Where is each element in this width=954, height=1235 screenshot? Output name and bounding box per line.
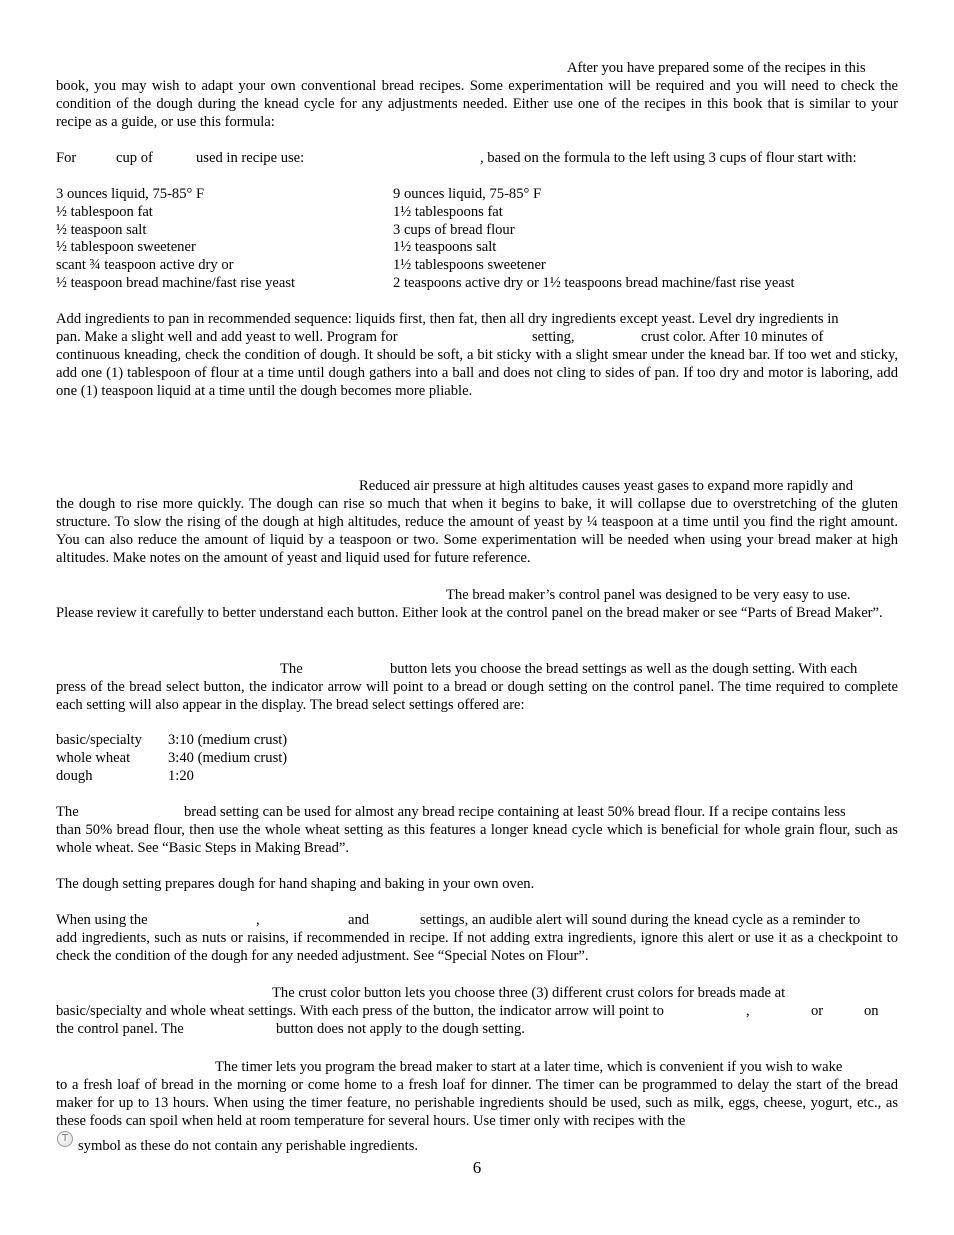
setting-name: whole wheat xyxy=(56,750,131,766)
bread-select-the: The xyxy=(280,661,303,677)
formula-left-item: ½ tablespoon sweetener xyxy=(56,239,196,255)
formula-used-in-recipe: used in recipe use: xyxy=(196,150,305,166)
alert-comma: , xyxy=(256,912,260,928)
control-panel-paragraph: Please review it carefully to better understand each button. Either look at the control panel on the bread maker or see “Parts of Bread Maker”. xyxy=(56,605,883,621)
basic-setting-the: The xyxy=(56,804,79,820)
control-panel-first-line: The bread maker’s control panel was designed to be very easy to use. xyxy=(446,587,851,603)
formula-right-item: 1½ tablespoons sweetener xyxy=(393,257,546,273)
crust-line3-a: the control panel. The xyxy=(56,1021,184,1037)
alert-paragraph: add ingredients, such as nuts or raisins, if recommended in recipe. If not adding extra ingredients, ignore this alert or use it as a checkpoint to check the condition of the dough for any needed adjustment. See “Special Notes on Flour”. xyxy=(56,930,898,964)
setting-time: 3:10 (medium crust) xyxy=(168,732,288,748)
crust-first-line: The crust color button lets you choose three (3) different crust colors for breads made at xyxy=(272,985,786,1001)
add-ingredients-line2-c: crust color. After 10 minutes of xyxy=(641,329,824,345)
crust-line3-b: button does not apply to the dough setting. xyxy=(276,1021,525,1037)
formula-for: For xyxy=(56,150,77,166)
formula-right-item: 1½ tablespoons fat xyxy=(393,204,503,220)
crust-or: or xyxy=(811,1003,824,1019)
formula-right-item: 3 cups of bread flour xyxy=(393,222,515,238)
formula-right-item: 9 ounces liquid, 75-85° F xyxy=(393,186,542,202)
timer-paragraph: to a fresh loaf of bread in the morning or come home to a fresh loaf for dinner. The timer can be programmed to delay the start of the bread maker for up to 13 hours. When using the timer feature, no perishable ingredients should be used, such as milk, eggs, cheese, yogurt, etc., as these foods can spoil when held at room temperature for several hours. Use timer only with recipes with the xyxy=(56,1077,898,1129)
formula-left-item: ½ teaspoon bread machine/fast rise yeast xyxy=(56,275,296,291)
crust-comma: , xyxy=(746,1003,750,1019)
setting-name: dough xyxy=(56,768,93,784)
formula-right-item: 2 teaspoons active dry or 1½ teaspoons bread machine/fast rise yeast xyxy=(393,275,795,291)
setting-name: basic/specialty xyxy=(56,732,142,748)
setting-time: 1:20 xyxy=(168,768,194,784)
add-ingredients-line1: Add ingredients to pan in recommended sequence: liquids first, then fat, then all dry ingredients except yeast. Level dry ingredients in xyxy=(56,311,839,327)
add-ingredients-line2-b: setting, xyxy=(532,329,575,345)
timer-first-line: The timer lets you program the bread maker to start at a later time, which is convenient if you wish to wake xyxy=(215,1059,843,1075)
formula-left-item: 3 ounces liquid, 75-85° F xyxy=(56,186,205,202)
adapt-paragraph: book, you may wish to adapt your own conventional bread recipes. Some experimentation will be required and you will need to check the condition of the dough during the knead cycle for any adjustments needed. Either use one of the recipes in this book that is similar to your recipe as a guide, or use this formula: xyxy=(56,78,898,130)
timer-symbol-icon: T xyxy=(57,1131,73,1147)
add-ingredients-line2-a: pan. Make a slight well and add yeast to well. Program for xyxy=(56,329,398,345)
alert-and: and xyxy=(348,912,370,928)
basic-setting-first-line: bread setting can be used for almost any bread recipe containing at least 50% bread flour. If a recipe contains less xyxy=(184,804,846,820)
bread-select-paragraph: press of the bread select button, the indicator arrow will point to a bread or dough setting on the control panel. The time required to complete each setting will also appear in the display. The bread select settings offered are: xyxy=(56,679,898,713)
timer-symbol-line: symbol as these do not contain any perishable ingredients. xyxy=(78,1138,419,1154)
alert-when-using: When using the xyxy=(56,912,148,928)
crust-on: on xyxy=(864,1003,879,1019)
formula-based-on: , based on the formula to the left using 3 cups of flour start with: xyxy=(480,150,857,166)
dough-setting-text: The dough setting prepares dough for hand shaping and baking in your own oven. xyxy=(56,876,535,892)
add-ingredients-paragraph: continuous kneading, check the condition of dough. It should be soft, a bit sticky with a slight smear under the knead bar. If too wet and sticky, add one (1) tablespoon of flour at a time until dough gathers into a ball and does not cling to sides of pan. If too dry and motor is laboring, add one (1) teaspoon liquid at a time until the dough becomes more pliable. xyxy=(56,347,898,399)
page-number: 6 xyxy=(472,1158,482,1177)
crust-line2: basic/specialty and whole wheat settings. With each press of the button, the indicator arrow will point to xyxy=(56,1003,664,1019)
setting-time: 3:40 (medium crust) xyxy=(168,750,288,766)
altitude-first-line: Reduced air pressure at high altitudes causes yeast gases to expand more rapidly and xyxy=(359,478,853,494)
formula-cup-of: cup of xyxy=(116,150,153,166)
altitude-paragraph: the dough to rise more quickly. The dough can rise so much that when it begins to bake, it will collapse due to overstretching of the gluten structure. To slow the rising of the dough at high altitudes, reduce the amount of yeast by ¼ teaspoon at a time until you find the right amount. You can also reduce the amount of liquid by a teaspoon or two. Some experimentation will be needed when using your bread maker at high altitudes. Make notes on the amount of yeast and liquid used for future reference. xyxy=(56,496,898,566)
adapt-first-line: After you have prepared some of the recipes in this xyxy=(567,60,866,76)
bread-select-first-line: button lets you choose the bread settings as well as the dough setting. With each xyxy=(390,661,858,677)
basic-setting-paragraph: than 50% bread flour, then use the whole wheat setting as this features a longer knead cycle which is beneficial for whole grain flour, such as whole wheat. See “Basic Steps in Making Bread”. xyxy=(56,822,898,856)
formula-left-item: ½ teaspoon salt xyxy=(56,222,147,238)
formula-right-item: 1½ teaspoons salt xyxy=(393,239,497,255)
alert-first-line: settings, an audible alert will sound during the knead cycle as a reminder to xyxy=(420,912,861,928)
formula-left-item: ½ tablespoon fat xyxy=(56,204,153,220)
formula-left-item: scant ¾ teaspoon active dry or xyxy=(56,257,234,273)
